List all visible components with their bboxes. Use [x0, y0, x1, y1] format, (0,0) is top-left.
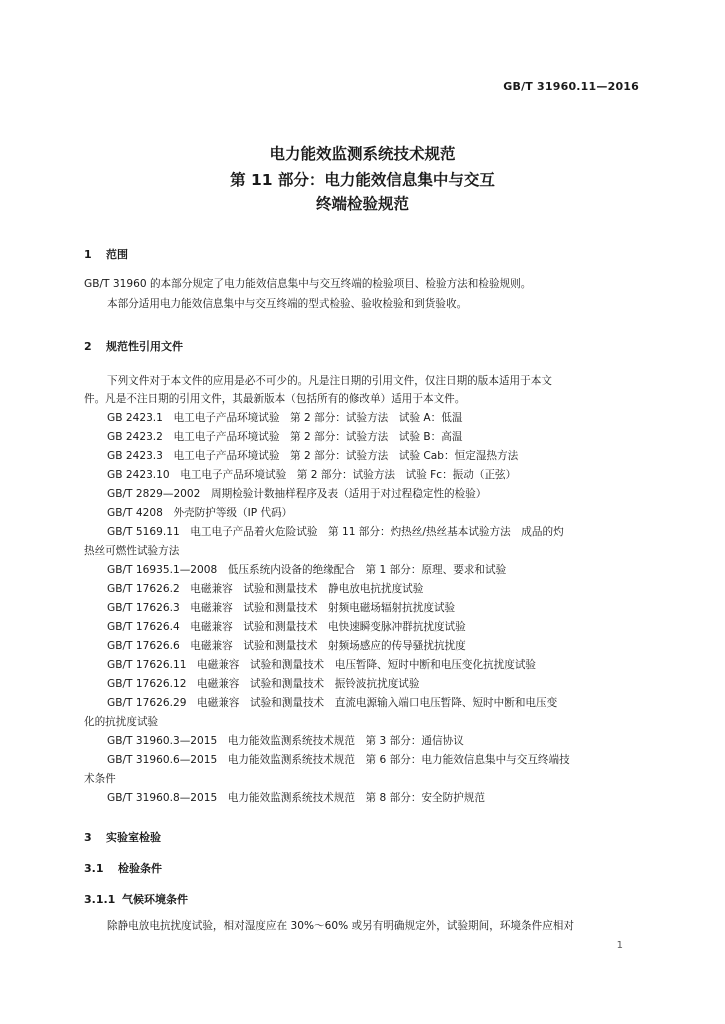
reference-item: GB 2423.10 电工电子产品环境试验 第 2 部分：试验方法 试验 Fc：振动（正弦）	[107, 469, 517, 481]
reference-item: GB/T 17626.11 电磁兼容 试验和测量技术 电压暂降、短时中断和电压变化抗扰度试验	[107, 659, 537, 671]
reference-item: GB/T 17626.4 电磁兼容 试验和测量技术 电快速瞬变脉冲群抗扰度试验	[107, 621, 466, 633]
section-number: 3.1.1	[84, 893, 116, 906]
page-number: 1	[616, 940, 623, 951]
reference-item: GB/T 31960.8—2015 电力能效监测系统技术规范 第 8 部分：安全防护规范	[107, 792, 485, 804]
section-title: 气候环境条件	[122, 893, 188, 906]
title-line-1: 电力能效监测系统技术规范	[269, 145, 456, 163]
section-title: 规范性引用文件	[106, 340, 183, 353]
section-number: 3.1	[84, 862, 104, 875]
paragraph-line: 本部分适用电力能效信息集中与交互终端的型式检验、验收检验和到货验收。	[107, 298, 468, 310]
paragraph-line: 下列文件对于本文件的应用是必不可少的。凡是注日期的引用文件，仅注日期的版本适用于本文	[107, 375, 552, 387]
reference-item-continued: 热丝可燃性试验方法	[84, 545, 180, 557]
subsection-3-1-heading	[84, 860, 162, 876]
title-line-2: 第 11 部分：电力能效信息集中与交互	[230, 171, 495, 189]
paragraph-line: 除静电放电抗扰度试验，相对湿度应在 30%～60% 或另有明确规定外，试验期间，环境条件应相对	[107, 920, 574, 932]
reference-item: GB/T 17626.12 电磁兼容 试验和测量技术 振铃波抗扰度试验	[107, 678, 420, 690]
standard-code: GB/T 31960.11—2016	[503, 80, 639, 93]
section-number: 1	[84, 248, 92, 261]
reference-item: GB 2423.3 电工电子产品环境试验 第 2 部分：试验方法 试验 Cab：恒定湿热方法	[107, 450, 519, 462]
section-1-heading	[84, 246, 128, 262]
reference-item: GB 2423.2 电工电子产品环境试验 第 2 部分：试验方法 试验 B：高温	[107, 431, 463, 443]
section-2-heading	[84, 338, 183, 354]
section-title: 范围	[106, 248, 128, 261]
reference-item: GB/T 31960.6—2015 电力能效监测系统技术规范 第 6 部分：电力能效信息集中与交互终端技	[107, 754, 570, 766]
section-number: 3	[84, 831, 92, 844]
reference-item-continued: 化的抗扰度试验	[84, 716, 159, 728]
reference-item-continued: 术条件	[84, 773, 116, 785]
reference-item: GB/T 5169.11 电工电子产品着火危险试验 第 11 部分：灼热丝/热丝基本试验方法 成品的灼	[107, 526, 564, 538]
reference-item: GB 2423.1 电工电子产品环境试验 第 2 部分：试验方法 试验 A：低温	[107, 412, 463, 424]
reference-item: GB/T 16935.1—2008 低压系统内设备的绝缘配合 第 1 部分：原理、要求和试验	[107, 564, 507, 576]
section-number: 2	[84, 340, 92, 353]
subsection-3-1-1-heading	[84, 891, 188, 907]
paragraph-line: GB/T 31960 的本部分规定了电力能效信息集中与交互终端的检验项目、检验方法和检验规则。	[84, 278, 532, 290]
section-title: 检验条件	[118, 862, 162, 875]
reference-item: GB/T 17626.2 电磁兼容 试验和测量技术 静电放电抗扰度试验	[107, 583, 424, 595]
section-title: 实验室检验	[106, 831, 161, 844]
reference-item: GB/T 31960.3—2015 电力能效监测系统技术规范 第 3 部分：通信协议	[107, 735, 464, 747]
reference-item: GB/T 17626.3 电磁兼容 试验和测量技术 射频电磁场辐射抗扰度试验	[107, 602, 456, 614]
reference-item: GB/T 2829—2002 周期检验计数抽样程序及表（适用于对过程稳定性的检验）	[107, 488, 487, 500]
section-3-heading	[84, 829, 161, 845]
reference-item: GB/T 4208 外壳防护等级（IP 代码）	[107, 507, 293, 519]
paragraph-line: 件。凡是不注日期的引用文件，其最新版本（包括所有的修改单）适用于本文件。	[84, 393, 466, 405]
reference-item: GB/T 17626.29 电磁兼容 试验和测量技术 直流电源输入端口电压暂降、短时中断和电压变	[107, 697, 558, 709]
title-line-3: 终端检验规范	[315, 195, 409, 213]
reference-item: GB/T 17626.6 电磁兼容 试验和测量技术 射频场感应的传导骚扰抗扰度	[107, 640, 466, 652]
